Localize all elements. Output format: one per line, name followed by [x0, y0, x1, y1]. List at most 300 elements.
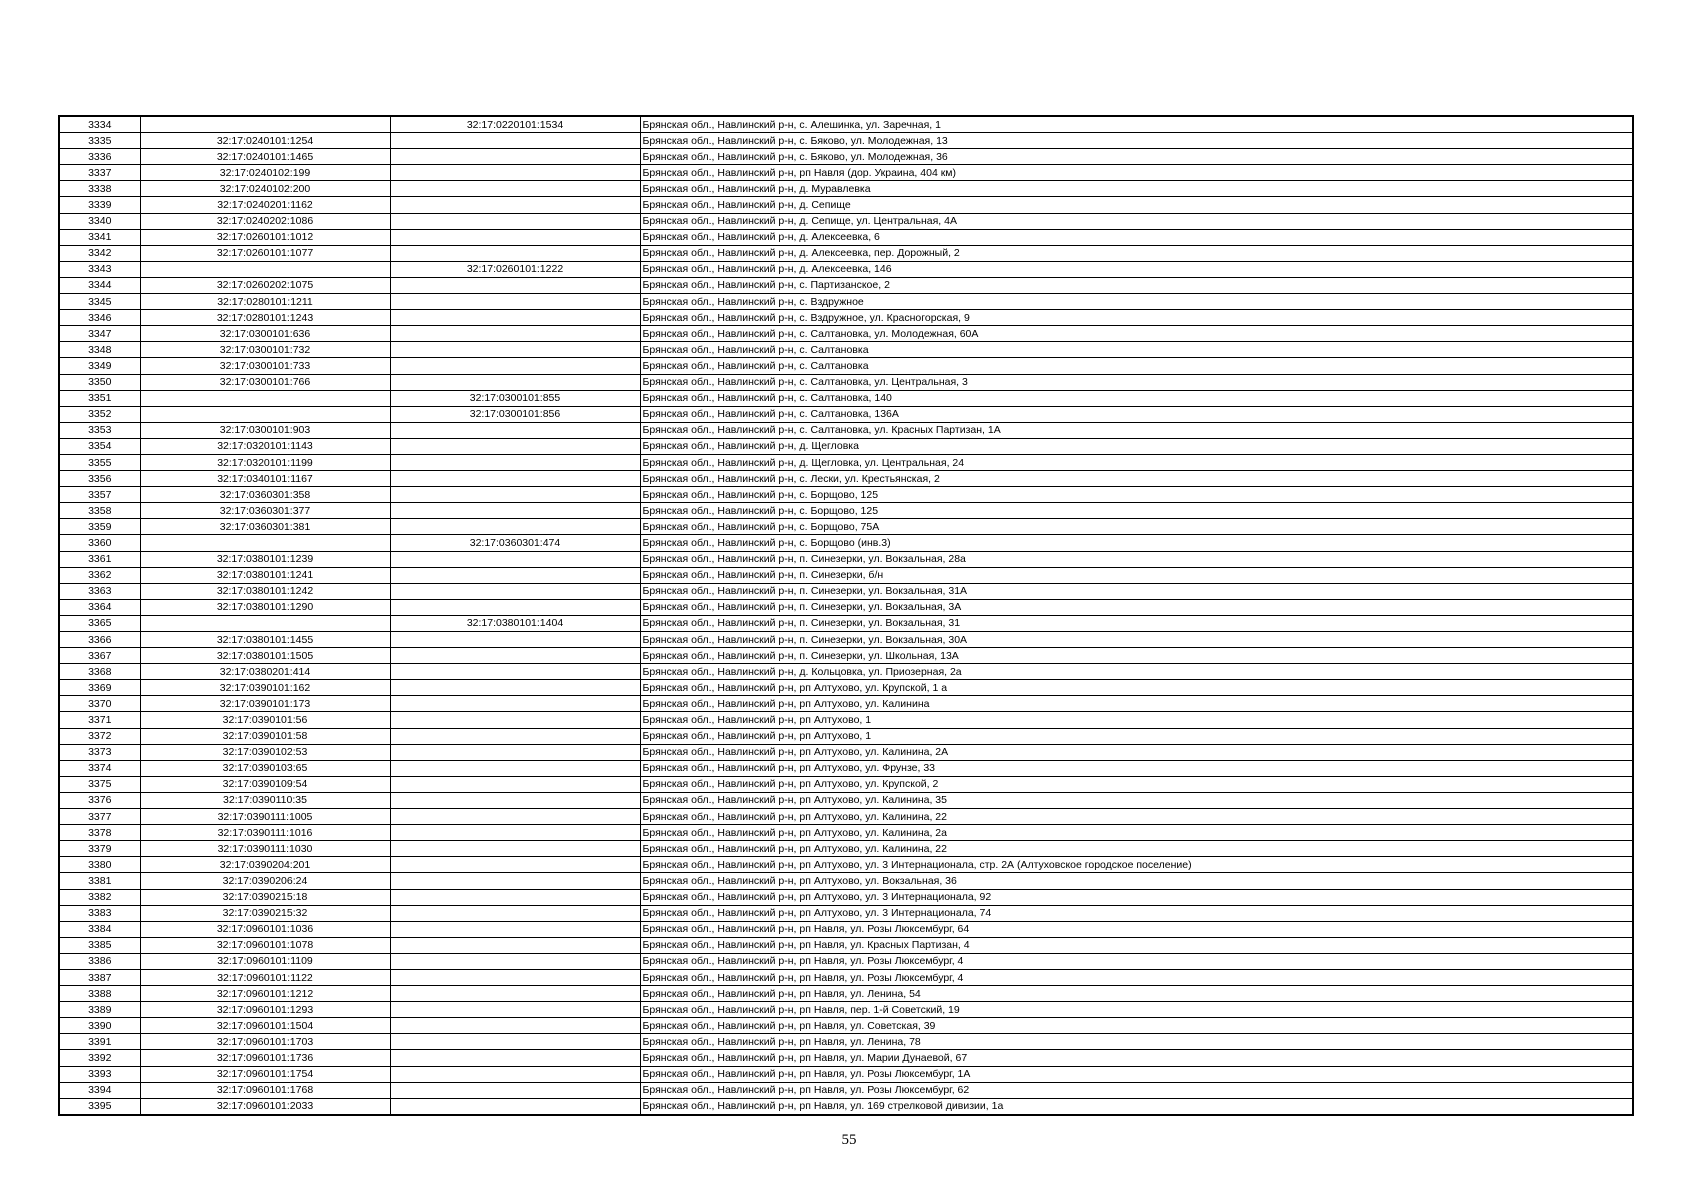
address-cell: Брянская обл., Навлинский р-н, д. Щегловка: [640, 438, 1633, 454]
cadastral-number-alt-cell: [390, 133, 640, 149]
address-cell: Брянская обл., Навлинский р-н, рп Алтухово, ул. 3 Интернационала, стр. 2А (Алтуховское городское поселение): [640, 857, 1633, 873]
table-row: [59, 664, 1633, 680]
row-number-cell: 3350: [59, 374, 140, 390]
address-cell: Брянская обл., Навлинский р-н, п. Синезерки, ул. Вокзальная, 30А: [640, 632, 1633, 648]
cadastral-number-cell: 32:17:0260202:1075: [140, 277, 390, 293]
cadastral-number-cell: [140, 406, 390, 422]
cadastral-number-cell: [140, 390, 390, 406]
cadastral-number-alt-cell: [390, 937, 640, 953]
table-row: [59, 1066, 1633, 1082]
cadastral-number-cell: 32:17:0390111:1016: [140, 825, 390, 841]
address-cell: Брянская обл., Навлинский р-н, п. Синезерки, ул. Вокзальная, 3А: [640, 599, 1633, 615]
cadastral-number-cell: 32:17:0380101:1241: [140, 567, 390, 583]
row-number-cell: 3391: [59, 1034, 140, 1050]
row-number-cell: 3335: [59, 133, 140, 149]
cadastral-number-cell: 32:17:0390110:35: [140, 792, 390, 808]
cadastral-number-alt-cell: [390, 696, 640, 712]
table-row: [59, 326, 1633, 342]
cadastral-number-cell: [140, 116, 390, 133]
table-row: [59, 438, 1633, 454]
table-row: [59, 857, 1633, 873]
cadastral-number-alt-cell: [390, 857, 640, 873]
address-cell: Брянская обл., Навлинский р-н, рп Алтухово, ул. Калинина, 2А: [640, 744, 1633, 760]
address-cell: Брянская обл., Навлинский р-н, рп Алтухово, ул. Вокзальная, 36: [640, 873, 1633, 889]
address-cell: Брянская обл., Навлинский р-н, рп Навля, ул. 169 стрелковой дивизии, 1а: [640, 1098, 1633, 1115]
table-row: [59, 1082, 1633, 1098]
row-number-cell: 3394: [59, 1082, 140, 1098]
table-row: [59, 728, 1633, 744]
address-cell: Брянская обл., Навлинский р-н, с. Борщово, 125: [640, 503, 1633, 519]
table-row: [59, 776, 1633, 792]
table-row: [59, 567, 1633, 583]
cadastral-number-cell: 32:17:0320101:1143: [140, 438, 390, 454]
cadastral-number-cell: 32:17:0240102:199: [140, 165, 390, 181]
cadastral-number-cell: 32:17:0390103:65: [140, 760, 390, 776]
cadastral-number-alt-cell: [390, 599, 640, 615]
table-row: [59, 712, 1633, 728]
row-number-cell: 3351: [59, 390, 140, 406]
table-row: [59, 632, 1633, 648]
row-number-cell: 3384: [59, 921, 140, 937]
cadastral-number-cell: 32:17:0960101:1122: [140, 969, 390, 985]
cadastral-number-alt-cell: [390, 1002, 640, 1018]
address-cell: Брянская обл., Навлинский р-н, рп Алтухово, ул. Крупской, 1 а: [640, 680, 1633, 696]
cadastral-number-cell: 32:17:0300101:733: [140, 358, 390, 374]
table-row: [59, 615, 1633, 631]
address-cell: Брянская обл., Навлинский р-н, рп Навля, пер. 1-й Советский, 19: [640, 1002, 1633, 1018]
row-number-cell: 3392: [59, 1050, 140, 1066]
cadastral-number-cell: 32:17:0390101:162: [140, 680, 390, 696]
row-number-cell: 3337: [59, 165, 140, 181]
address-cell: Брянская обл., Навлинский р-н, с. Салтановка, 136А: [640, 406, 1633, 422]
cadastral-number-cell: 32:17:0380101:1455: [140, 632, 390, 648]
cadastral-number-alt-cell: [390, 422, 640, 438]
table-row: [59, 905, 1633, 921]
address-cell: Брянская обл., Навлинский р-н, с. Салтановка, 140: [640, 390, 1633, 406]
row-number-cell: 3340: [59, 213, 140, 229]
address-cell: Брянская обл., Навлинский р-н, рп Алтухово, ул. Фрунзе, 33: [640, 760, 1633, 776]
row-number-cell: 3388: [59, 986, 140, 1002]
address-cell: Брянская обл., Навлинский р-н, рп Алтухово, 1: [640, 712, 1633, 728]
cadastral-number-alt-cell: [390, 889, 640, 905]
cadastral-number-cell: 32:17:0240102:200: [140, 181, 390, 197]
table-row: [59, 133, 1633, 149]
row-number-cell: 3374: [59, 760, 140, 776]
row-number-cell: 3355: [59, 454, 140, 470]
cadastral-number-cell: 32:17:0240101:1465: [140, 149, 390, 165]
cadastral-number-alt-cell: [390, 1066, 640, 1082]
cadastral-number-alt-cell: [390, 760, 640, 776]
cadastral-number-cell: [140, 535, 390, 551]
row-number-cell: 3364: [59, 599, 140, 615]
cadastral-number-cell: 32:17:0390204:201: [140, 857, 390, 873]
table-row: [59, 454, 1633, 470]
row-number-cell: 3352: [59, 406, 140, 422]
row-number-cell: 3361: [59, 551, 140, 567]
row-number-cell: 3386: [59, 953, 140, 969]
address-cell: Брянская обл., Навлинский р-н, с. Салтановка, ул. Центральная, 3: [640, 374, 1633, 390]
cadastral-number-alt-cell: [390, 648, 640, 664]
row-number-cell: 3379: [59, 841, 140, 857]
table-row: [59, 1018, 1633, 1034]
cadastral-number-alt-cell: [390, 712, 640, 728]
cadastral-number-alt-cell: [390, 471, 640, 487]
address-cell: Брянская обл., Навлинский р-н, д. Сепище, ул. Центральная, 4А: [640, 213, 1633, 229]
address-cell: Брянская обл., Навлинский р-н, д. Кольцовка, ул. Приозерная, 2а: [640, 664, 1633, 680]
cadastral-number-alt-cell: [390, 438, 640, 454]
table-row: [59, 1098, 1633, 1115]
cadastral-number-alt-cell: [390, 213, 640, 229]
cadastral-number-alt-cell: [390, 728, 640, 744]
table-row: [59, 648, 1633, 664]
row-number-cell: 3347: [59, 326, 140, 342]
row-number-cell: 3344: [59, 277, 140, 293]
table-row: [59, 277, 1633, 293]
cadastral-number-alt-cell: [390, 551, 640, 567]
row-number-cell: 3376: [59, 792, 140, 808]
address-cell: Брянская обл., Навлинский р-н, рп Алтухово, ул. Калинина, 22: [640, 841, 1633, 857]
cadastral-number-alt-cell: [390, 1098, 640, 1115]
table-row: [59, 599, 1633, 615]
row-number-cell: 3353: [59, 422, 140, 438]
row-number-cell: 3382: [59, 889, 140, 905]
row-number-cell: 3368: [59, 664, 140, 680]
address-cell: Брянская обл., Навлинский р-н, с. Вздружное, ул. Красногорская, 9: [640, 310, 1633, 326]
cadastral-number-cell: 32:17:0300101:732: [140, 342, 390, 358]
cadastral-number-cell: 32:17:0380101:1242: [140, 583, 390, 599]
address-cell: Брянская обл., Навлинский р-н, с. Вздружное: [640, 294, 1633, 310]
cadastral-number-alt-cell: [390, 1050, 640, 1066]
table-row: [59, 937, 1633, 953]
address-cell: Брянская обл., Навлинский р-н, с. Салтановка: [640, 358, 1633, 374]
cadastral-number-cell: 32:17:0280101:1243: [140, 310, 390, 326]
cadastral-number-cell: 32:17:0260101:1012: [140, 229, 390, 245]
row-number-cell: 3380: [59, 857, 140, 873]
table-row: [59, 841, 1633, 857]
table-row: [59, 1002, 1633, 1018]
cadastral-number-alt-cell: 32:17:0380101:1404: [390, 615, 640, 631]
cadastral-number-alt-cell: 32:17:0360301:474: [390, 535, 640, 551]
property-register-table: [58, 115, 1634, 1116]
cadastral-number-alt-cell: [390, 873, 640, 889]
table-row: [59, 229, 1633, 245]
cadastral-number-alt-cell: [390, 953, 640, 969]
cadastral-number-alt-cell: [390, 503, 640, 519]
address-cell: Брянская обл., Навлинский р-н, рп Алтухово, ул. 3 Интернационала, 74: [640, 905, 1633, 921]
row-number-cell: 3356: [59, 471, 140, 487]
cadastral-number-cell: 32:17:0960101:1036: [140, 921, 390, 937]
table-row: [59, 889, 1633, 905]
cadastral-number-cell: 32:17:0960101:1109: [140, 953, 390, 969]
table-row: [59, 825, 1633, 841]
cadastral-number-alt-cell: 32:17:0260101:1222: [390, 261, 640, 277]
address-cell: Брянская обл., Навлинский р-н, рп Навля, ул. Розы Люксембург, 4: [640, 953, 1633, 969]
address-cell: Брянская обл., Навлинский р-н, п. Синезерки, ул. Вокзальная, 28а: [640, 551, 1633, 567]
cadastral-number-cell: 32:17:0300101:636: [140, 326, 390, 342]
cadastral-number-alt-cell: 32:17:0220101:1534: [390, 116, 640, 133]
table-row: [59, 149, 1633, 165]
address-cell: Брянская обл., Навлинский р-н, п. Синезерки, ул. Вокзальная, 31А: [640, 583, 1633, 599]
table-row: [59, 953, 1633, 969]
table-row: [59, 213, 1633, 229]
cadastral-number-alt-cell: [390, 197, 640, 213]
row-number-cell: 3348: [59, 342, 140, 358]
address-cell: Брянская обл., Навлинский р-н, д. Алексеевка, пер. Дорожный, 2: [640, 245, 1633, 261]
row-number-cell: 3357: [59, 487, 140, 503]
row-number-cell: 3370: [59, 696, 140, 712]
row-number-cell: 3385: [59, 937, 140, 953]
address-cell: Брянская обл., Навлинский р-н, с. Салтановка, ул. Красных Партизан, 1А: [640, 422, 1633, 438]
address-cell: Брянская обл., Навлинский р-н, с. Бяково, ул. Молодежная, 36: [640, 149, 1633, 165]
row-number-cell: 3375: [59, 776, 140, 792]
row-number-cell: 3367: [59, 648, 140, 664]
cadastral-number-alt-cell: [390, 632, 640, 648]
cadastral-number-alt-cell: [390, 342, 640, 358]
table-row: [59, 358, 1633, 374]
table-row: [59, 165, 1633, 181]
cadastral-number-alt-cell: [390, 986, 640, 1002]
table-row: [59, 471, 1633, 487]
address-cell: Брянская обл., Навлинский р-н, с. Партизанское, 2: [640, 277, 1633, 293]
table-row: [59, 181, 1633, 197]
table-body: [59, 116, 1633, 1115]
address-cell: Брянская обл., Навлинский р-н, рп Навля, ул. Ленина, 78: [640, 1034, 1633, 1050]
cadastral-number-cell: [140, 615, 390, 631]
cadastral-number-cell: 32:17:0380201:414: [140, 664, 390, 680]
cadastral-number-cell: 32:17:0360301:377: [140, 503, 390, 519]
cadastral-number-cell: 32:17:0380101:1505: [140, 648, 390, 664]
cadastral-number-alt-cell: [390, 487, 640, 503]
row-number-cell: 3363: [59, 583, 140, 599]
address-cell: Брянская обл., Навлинский р-н, с. Борщово, 125: [640, 487, 1633, 503]
cadastral-number-cell: 32:17:0960101:1754: [140, 1066, 390, 1082]
row-number-cell: 3358: [59, 503, 140, 519]
table-row: [59, 503, 1633, 519]
row-number-cell: 3360: [59, 535, 140, 551]
table-row: [59, 535, 1633, 551]
table-row: [59, 969, 1633, 985]
cadastral-number-cell: 32:17:0260101:1077: [140, 245, 390, 261]
table-row: [59, 116, 1633, 133]
table-row: [59, 294, 1633, 310]
address-cell: Брянская обл., Навлинский р-н, д. Щегловка, ул. Центральная, 24: [640, 454, 1633, 470]
table-row: [59, 760, 1633, 776]
row-number-cell: 3372: [59, 728, 140, 744]
address-cell: Брянская обл., Навлинский р-н, п. Синезерки, ул. Вокзальная, 31: [640, 615, 1633, 631]
cadastral-number-alt-cell: [390, 680, 640, 696]
row-number-cell: 3378: [59, 825, 140, 841]
table-row: [59, 342, 1633, 358]
cadastral-number-cell: 32:17:0390101:58: [140, 728, 390, 744]
cadastral-number-alt-cell: [390, 294, 640, 310]
cadastral-number-alt-cell: [390, 229, 640, 245]
address-cell: Брянская обл., Навлинский р-н, рп Алтухово, ул. Калинина, 2а: [640, 825, 1633, 841]
address-cell: Брянская обл., Навлинский р-н, рп Алтухово, ул. Калинина: [640, 696, 1633, 712]
row-number-cell: 3389: [59, 1002, 140, 1018]
cadastral-number-alt-cell: [390, 664, 640, 680]
address-cell: Брянская обл., Навлинский р-н, рп Навля, ул. Ленина, 54: [640, 986, 1633, 1002]
table-row: [59, 744, 1633, 760]
cadastral-number-alt-cell: [390, 310, 640, 326]
address-cell: Брянская обл., Навлинский р-н, рп Алтухово, ул. 3 Интернационала, 92: [640, 889, 1633, 905]
cadastral-number-alt-cell: [390, 825, 640, 841]
row-number-cell: 3395: [59, 1098, 140, 1115]
table-row: [59, 374, 1633, 390]
cadastral-number-cell: 32:17:0960101:1736: [140, 1050, 390, 1066]
table-row: [59, 921, 1633, 937]
address-cell: Брянская обл., Навлинский р-н, п. Синезерки, б/н: [640, 567, 1633, 583]
cadastral-number-alt-cell: [390, 792, 640, 808]
cadastral-number-cell: 32:17:0390215:18: [140, 889, 390, 905]
cadastral-number-cell: 32:17:0360301:358: [140, 487, 390, 503]
row-number-cell: 3369: [59, 680, 140, 696]
cadastral-number-cell: 32:17:0320101:1199: [140, 454, 390, 470]
cadastral-number-cell: 32:17:0390109:54: [140, 776, 390, 792]
table-row: [59, 519, 1633, 535]
cadastral-number-cell: 32:17:0960101:1703: [140, 1034, 390, 1050]
row-number-cell: 3381: [59, 873, 140, 889]
row-number-cell: 3383: [59, 905, 140, 921]
address-cell: Брянская обл., Навлинский р-н, рп Навля, ул. Розы Люксембург, 64: [640, 921, 1633, 937]
cadastral-number-cell: 32:17:0960101:1504: [140, 1018, 390, 1034]
address-cell: Брянская обл., Навлинский р-н, с. Бяково, ул. Молодежная, 13: [640, 133, 1633, 149]
table-row: [59, 680, 1633, 696]
row-number-cell: 3342: [59, 245, 140, 261]
table-row: [59, 696, 1633, 712]
cadastral-number-alt-cell: [390, 1082, 640, 1098]
table-row: [59, 245, 1633, 261]
cadastral-number-alt-cell: [390, 358, 640, 374]
table-row: [59, 873, 1633, 889]
cadastral-number-alt-cell: [390, 841, 640, 857]
address-cell: Брянская обл., Навлинский р-н, с. Борщово, 75А: [640, 519, 1633, 535]
cadastral-number-alt-cell: [390, 165, 640, 181]
table-row: [59, 390, 1633, 406]
cadastral-number-cell: 32:17:0390215:32: [140, 905, 390, 921]
address-cell: Брянская обл., Навлинский р-н, рп Навля, ул. Красных Партизан, 4: [640, 937, 1633, 953]
cadastral-number-cell: 32:17:0380101:1239: [140, 551, 390, 567]
table-row: [59, 986, 1633, 1002]
address-cell: Брянская обл., Навлинский р-н, с. Борщово (инв.3): [640, 535, 1633, 551]
row-number-cell: 3390: [59, 1018, 140, 1034]
cadastral-number-cell: 32:17:0300101:903: [140, 422, 390, 438]
row-number-cell: 3339: [59, 197, 140, 213]
cadastral-number-alt-cell: [390, 277, 640, 293]
address-cell: Брянская обл., Навлинский р-н, рп Навля, ул. Марии Дунаевой, 67: [640, 1050, 1633, 1066]
address-cell: Брянская обл., Навлинский р-н, с. Салтановка, ул. Молодежная, 60А: [640, 326, 1633, 342]
row-number-cell: 3377: [59, 809, 140, 825]
row-number-cell: 3336: [59, 149, 140, 165]
table-row: [59, 261, 1633, 277]
row-number-cell: 3334: [59, 116, 140, 133]
cadastral-number-alt-cell: [390, 519, 640, 535]
address-cell: Брянская обл., Навлинский р-н, д. Муравлевка: [640, 181, 1633, 197]
address-cell: Брянская обл., Навлинский р-н, рп Навля, ул. Розы Люксембург, 62: [640, 1082, 1633, 1098]
cadastral-number-alt-cell: [390, 1018, 640, 1034]
row-number-cell: 3346: [59, 310, 140, 326]
cadastral-number-cell: 32:17:0360301:381: [140, 519, 390, 535]
table-row: [59, 422, 1633, 438]
row-number-cell: 3373: [59, 744, 140, 760]
cadastral-number-cell: 32:17:0390101:56: [140, 712, 390, 728]
row-number-cell: 3371: [59, 712, 140, 728]
address-cell: Брянская обл., Навлинский р-н, рп Навля (дор. Украина, 404 км): [640, 165, 1633, 181]
row-number-cell: 3366: [59, 632, 140, 648]
address-cell: Брянская обл., Навлинский р-н, рп Алтухово, ул. Калинина, 35: [640, 792, 1633, 808]
cadastral-number-alt-cell: [390, 245, 640, 261]
cadastral-number-cell: 32:17:0390102:53: [140, 744, 390, 760]
cadastral-number-cell: 32:17:0960101:1078: [140, 937, 390, 953]
row-number-cell: 3341: [59, 229, 140, 245]
row-number-cell: 3362: [59, 567, 140, 583]
table-row: [59, 406, 1633, 422]
table-row: [59, 1050, 1633, 1066]
cadastral-number-cell: 32:17:0390111:1005: [140, 809, 390, 825]
address-cell: Брянская обл., Навлинский р-н, рп Навля, ул. Розы Люксембург, 4: [640, 969, 1633, 985]
address-cell: Брянская обл., Навлинский р-н, с. Алешинка, ул. Заречная, 1: [640, 116, 1633, 133]
row-number-cell: 3345: [59, 294, 140, 310]
cadastral-number-alt-cell: [390, 583, 640, 599]
cadastral-number-alt-cell: [390, 809, 640, 825]
table-row: [59, 1034, 1633, 1050]
row-number-cell: 3393: [59, 1066, 140, 1082]
row-number-cell: 3387: [59, 969, 140, 985]
cadastral-number-alt-cell: [390, 567, 640, 583]
address-cell: Брянская обл., Навлинский р-н, рп Навля, ул. Советская, 39: [640, 1018, 1633, 1034]
row-number-cell: 3349: [59, 358, 140, 374]
row-number-cell: 3359: [59, 519, 140, 535]
address-cell: Брянская обл., Навлинский р-н, с. Лески, ул. Крестьянская, 2: [640, 471, 1633, 487]
table-row: [59, 310, 1633, 326]
cadastral-number-cell: 32:17:0390206:24: [140, 873, 390, 889]
cadastral-number-cell: 32:17:0960101:1212: [140, 986, 390, 1002]
cadastral-number-alt-cell: [390, 149, 640, 165]
cadastral-number-alt-cell: [390, 454, 640, 470]
address-cell: Брянская обл., Навлинский р-н, д. Сепище: [640, 197, 1633, 213]
table-row: [59, 551, 1633, 567]
cadastral-number-cell: 32:17:0960101:1768: [140, 1082, 390, 1098]
cadastral-number-cell: 32:17:0390111:1030: [140, 841, 390, 857]
row-number-cell: 3365: [59, 615, 140, 631]
address-cell: Брянская обл., Навлинский р-н, рп Алтухово, 1: [640, 728, 1633, 744]
cadastral-number-alt-cell: [390, 1034, 640, 1050]
cadastral-number-cell: 32:17:0300101:766: [140, 374, 390, 390]
cadastral-number-alt-cell: 32:17:0300101:856: [390, 406, 640, 422]
cadastral-number-cell: 32:17:0280101:1211: [140, 294, 390, 310]
table-row: [59, 809, 1633, 825]
row-number-cell: 3354: [59, 438, 140, 454]
address-cell: Брянская обл., Навлинский р-н, рп Алтухово, ул. Калинина, 22: [640, 809, 1633, 825]
table-row: [59, 792, 1633, 808]
address-cell: Брянская обл., Навлинский р-н, д. Алексеевка, 6: [640, 229, 1633, 245]
address-cell: Брянская обл., Навлинский р-н, рп Алтухово, ул. Крупской, 2: [640, 776, 1633, 792]
table-row: [59, 487, 1633, 503]
cadastral-number-alt-cell: [390, 181, 640, 197]
cadastral-number-cell: 32:17:0340101:1167: [140, 471, 390, 487]
row-number-cell: 3338: [59, 181, 140, 197]
cadastral-number-alt-cell: [390, 969, 640, 985]
cadastral-number-cell: 32:17:0240202:1086: [140, 213, 390, 229]
row-number-cell: 3343: [59, 261, 140, 277]
address-cell: Брянская обл., Навлинский р-н, д. Алексеевка, 146: [640, 261, 1633, 277]
table-row: [59, 197, 1633, 213]
cadastral-number-alt-cell: [390, 905, 640, 921]
cadastral-number-cell: 32:17:0960101:1293: [140, 1002, 390, 1018]
cadastral-number-cell: 32:17:0390101:173: [140, 696, 390, 712]
address-cell: Брянская обл., Навлинский р-н, рп Навля, ул. Розы Люксембург, 1А: [640, 1066, 1633, 1082]
cadastral-number-cell: 32:17:0240101:1254: [140, 133, 390, 149]
address-cell: Брянская обл., Навлинский р-н, с. Салтановка: [640, 342, 1633, 358]
